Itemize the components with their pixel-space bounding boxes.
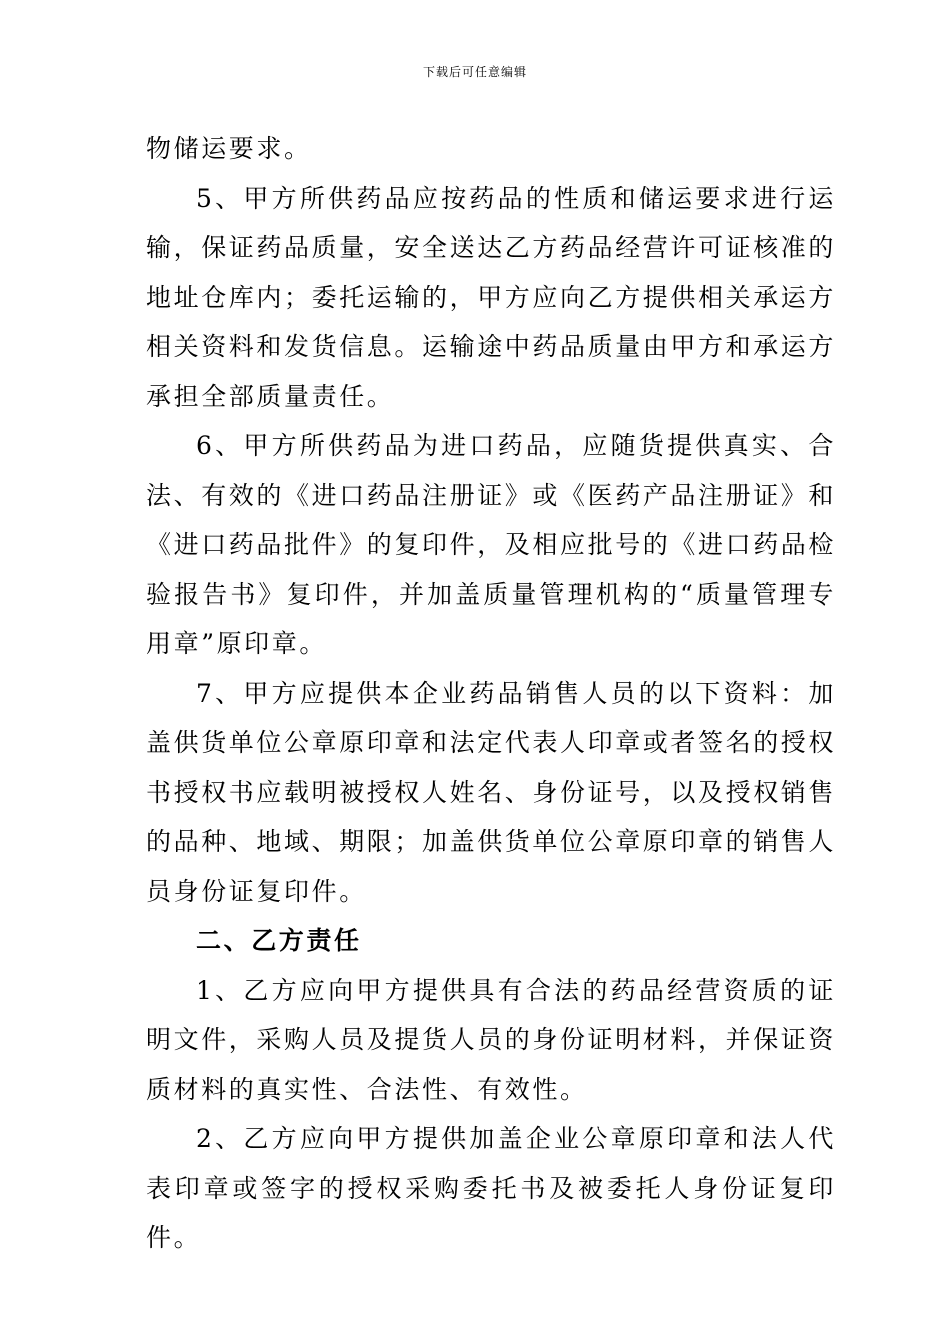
paragraph-item-5: 5、甲方所供药品应按药品的性质和储运要求进行运输，保证药品质量，安全送达乙方药品经营许可证核准的地址仓库内；委托运输的，甲方应向乙方提供相关承运方相关资料和发货信息。运输途中药品质量由甲方和承运方承担全部质量责任。 [146, 183, 837, 411]
paragraph-item-7: 7、甲方应提供本企业药品销售人员的以下资料：加盖供货单位公章原印章和法定代表人印章或者签名的授权书授权书应载明被授权人姓名、身份证号，以及授权销售的品种、地域、期限；加盖供货单位公章原印章的销售人员身份证复印件。 [146, 678, 837, 906]
page-header: 下载后可任意编辑 [422, 65, 527, 79]
section-heading-party-b: 二、乙方责任 [196, 926, 362, 955]
paragraph-continuation: 物储运要求。 [146, 134, 312, 163]
document-body [146, 124, 836, 1263]
paragraph-item-6: 6、甲方所供药品为进口药品，应随货提供真实、合法、有效的《进口药品注册证》或《医药产品注册证》和《进口药品批件》的复印件，及相应批号的《进口药品检验报告书》复印件，并加盖质量管理机构的“质量管理专用章”原印章。 [146, 431, 837, 658]
paragraph-party-b-item-2: 2、乙方应向甲方提供加盖企业公章原印章和法人代表印章或签字的授权采购委托书及被委托人身份证复印件。 [146, 1124, 836, 1252]
paragraph-party-b-item-1: 1、乙方应向甲方提供具有合法的药品经营资质的证明文件，采购人员及提货人员的身份证明材料，并保证资质材料的真实性、合法性、有效性。 [146, 975, 837, 1104]
